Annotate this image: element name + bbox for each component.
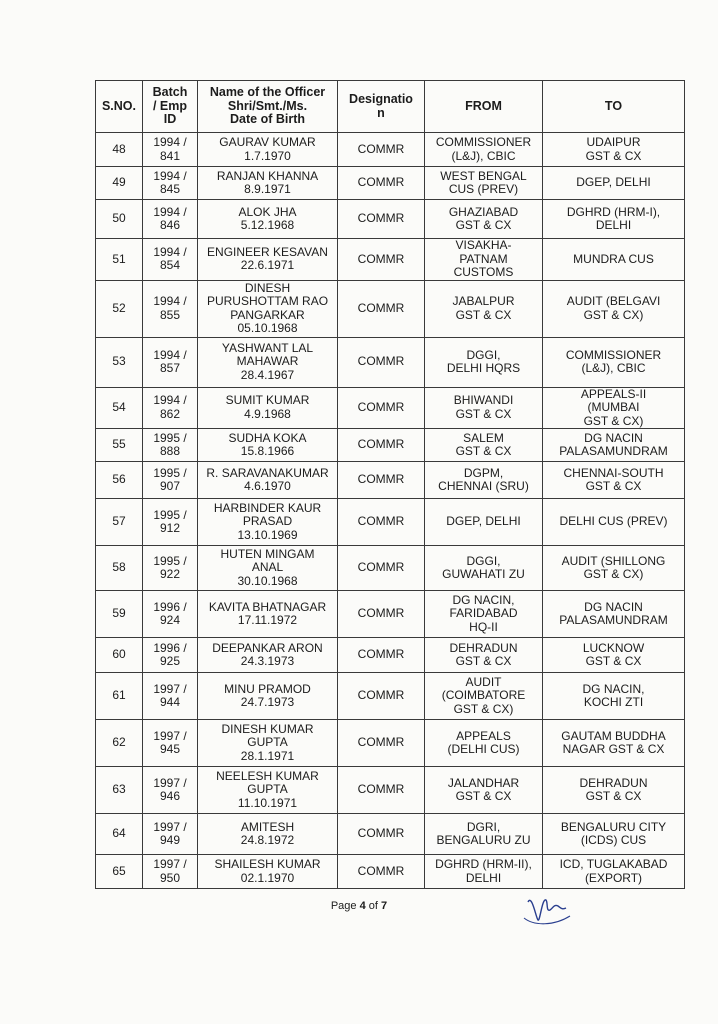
cell-line: BENGALURU ZU <box>436 833 531 847</box>
row-sno: 63 <box>96 767 143 814</box>
row-sno: 53 <box>96 337 143 387</box>
cell-line: 950 <box>159 870 181 885</box>
row-batch <box>143 337 198 387</box>
row-from <box>425 200 543 239</box>
row-from <box>425 720 543 767</box>
row-officer <box>198 200 338 239</box>
cell-line: PALASAMUNDRAM <box>559 444 668 458</box>
cell-line: 28.1.1971 <box>240 748 295 763</box>
row-batch <box>143 280 198 337</box>
cell-line: HUTEN MINGAM <box>220 546 315 561</box>
row-from <box>425 429 543 462</box>
row-to <box>543 462 685 499</box>
cell-line: DGHRD (HRM-II), <box>435 857 532 871</box>
cell-line: SALEM <box>463 430 504 445</box>
cell-line: DG NACIN <box>584 430 643 445</box>
row-sno: 50 <box>96 200 143 239</box>
row-sno: 58 <box>96 546 143 591</box>
cell-line: GST & CX <box>455 654 512 668</box>
cell-line: 846 <box>159 218 181 232</box>
cell-line: 05.10.1968 <box>237 321 298 335</box>
cell-line: 1997 / <box>153 728 187 743</box>
row-designation: COMMR <box>338 499 425 546</box>
cell-line: DELHI CUS (PREV) <box>559 514 668 529</box>
row-batch <box>143 673 198 720</box>
cell-line: DINESH KUMAR <box>221 721 314 736</box>
table-row <box>96 767 685 814</box>
row-from <box>425 167 543 200</box>
row-designation: COMMR <box>338 429 425 462</box>
cell-line: GST & CX <box>585 789 642 803</box>
row-to <box>543 814 685 855</box>
row-from <box>425 239 543 281</box>
cell-line: GST & CX <box>585 654 642 668</box>
header-name <box>198 81 338 133</box>
cell-line: 845 <box>159 182 181 196</box>
cell-line: GST & CX) <box>583 567 644 581</box>
cell-line: 1996 / <box>153 640 187 655</box>
row-officer <box>198 337 338 387</box>
cell-line: Date of Birth <box>230 112 305 127</box>
row-to <box>543 767 685 814</box>
row-sno: 48 <box>96 133 143 167</box>
cell-line: DGGI, <box>466 553 501 568</box>
row-batch <box>143 814 198 855</box>
table-row <box>96 720 685 767</box>
table-row <box>96 638 685 673</box>
cell-line: 1.7.1970 <box>244 148 291 163</box>
row-from <box>425 591 543 638</box>
cell-line: GST & CX <box>455 444 512 458</box>
cell-line: 841 <box>159 148 181 163</box>
cell-line: GST & CX <box>455 406 512 421</box>
row-batch <box>143 167 198 200</box>
cell-line: 22.6.1971 <box>240 258 295 273</box>
row-batch <box>143 133 198 167</box>
row-officer <box>198 429 338 462</box>
row-from <box>425 133 543 167</box>
cell-line: APPEALS <box>456 728 511 743</box>
cell-line: JALANDHAR <box>447 775 520 790</box>
cell-line: 925 <box>159 654 181 668</box>
cell-line: DGEP, DELHI <box>576 175 651 190</box>
transfer-table <box>95 80 685 889</box>
cell-line: ICD, TUGLAKABAD <box>559 857 668 871</box>
cell-line: 854 <box>159 258 181 273</box>
row-sno: 52 <box>96 280 143 337</box>
cell-line: 02.1.1970 <box>240 870 295 885</box>
row-batch <box>143 546 198 591</box>
row-designation: COMMR <box>338 387 425 429</box>
table-row <box>96 239 685 281</box>
row-from <box>425 387 543 429</box>
row-officer <box>198 591 338 638</box>
cell-line: AUDIT (SHILLONG <box>561 553 666 568</box>
row-to <box>543 638 685 673</box>
cell-line: 888 <box>159 444 181 458</box>
row-batch <box>143 638 198 673</box>
row-to <box>543 673 685 720</box>
cell-line: 1995 / <box>153 507 187 522</box>
row-sno: 59 <box>96 591 143 638</box>
cell-line: DGHRD (HRM-I), <box>566 204 661 219</box>
cell-line: VISAKHA- <box>455 238 512 252</box>
cell-line: MAHAWAR <box>236 354 299 369</box>
cell-line: (L&J), CBIC <box>451 148 516 163</box>
row-officer <box>198 462 338 499</box>
signature-mark <box>520 888 580 928</box>
cell-line: FARIDABAD <box>449 606 518 621</box>
cell-line: 946 <box>159 789 181 803</box>
row-designation: COMMR <box>338 591 425 638</box>
cell-line: (L&J), CBIC <box>581 361 646 375</box>
row-designation: COMMR <box>338 673 425 720</box>
row-batch <box>143 720 198 767</box>
cell-line: DG NACIN <box>584 599 643 614</box>
cell-line: JABALPUR <box>452 294 515 308</box>
cell-line: SHAILESH KUMAR <box>214 857 321 871</box>
cell-line: CUS (PREV) <box>448 182 519 196</box>
table-row <box>96 337 685 387</box>
cell-line: 1994 / <box>153 244 187 259</box>
row-designation: COMMR <box>338 855 425 889</box>
cell-line: 8.9.1971 <box>244 182 291 196</box>
cell-line: COMMISSIONER <box>565 347 662 362</box>
cell-line: 1997 / <box>153 819 187 834</box>
cell-line: 1997 / <box>153 775 187 790</box>
cell-line: DGGI, <box>466 347 501 362</box>
row-sno: 56 <box>96 462 143 499</box>
row-to <box>543 167 685 200</box>
row-designation: COMMR <box>338 720 425 767</box>
cell-line: 24.8.1972 <box>240 833 295 847</box>
row-to <box>543 337 685 387</box>
row-from <box>425 280 543 337</box>
cell-line: ALOK JHA <box>238 204 297 219</box>
cell-line: BENGALURU CITY <box>560 819 667 834</box>
row-batch <box>143 429 198 462</box>
header-from: FROM <box>425 81 543 133</box>
cell-line: 945 <box>159 742 181 756</box>
cell-line: 855 <box>159 307 181 322</box>
cell-line: PURUSHOTTAM RAO <box>206 294 329 308</box>
cell-line: WEST BENGAL <box>440 168 527 183</box>
cell-line: YASHWANT LAL <box>221 340 314 355</box>
row-officer <box>198 280 338 337</box>
cell-line: HQ-II <box>469 619 498 634</box>
cell-line: 5.12.1968 <box>240 218 295 232</box>
cell-line: R. SARAVANAKUMAR <box>206 465 329 480</box>
table-row <box>96 546 685 591</box>
cell-line: GST & CX) <box>583 413 644 428</box>
row-officer <box>198 546 338 591</box>
row-batch <box>143 239 198 281</box>
table-row <box>96 855 685 889</box>
cell-line: MUNDRA CUS <box>573 251 654 266</box>
cell-line: GUPTA <box>247 782 288 797</box>
table-row <box>96 673 685 720</box>
row-batch <box>143 855 198 889</box>
cell-line: PRASAD <box>242 514 293 529</box>
cell-line: 857 <box>159 361 181 375</box>
header-batch <box>143 81 198 133</box>
row-to <box>543 499 685 546</box>
cell-line: KAVITA BHATNAGAR <box>208 599 327 614</box>
row-officer <box>198 814 338 855</box>
row-batch <box>143 499 198 546</box>
cell-line: GST & CX) <box>453 701 514 716</box>
row-designation: COMMR <box>338 767 425 814</box>
row-sno: 54 <box>96 387 143 429</box>
row-to <box>543 591 685 638</box>
row-batch <box>143 591 198 638</box>
cell-line: GST & CX <box>455 789 512 803</box>
cell-line: DGRI, <box>466 819 501 834</box>
cell-line: (COIMBATORE <box>441 688 526 703</box>
row-officer <box>198 239 338 281</box>
cell-line: 1995 / <box>153 430 187 445</box>
cell-line: COMMISSIONER <box>435 135 532 149</box>
cell-line: 11.10.1971 <box>237 795 298 810</box>
cell-line: 1994 / <box>153 204 187 219</box>
row-designation: COMMR <box>338 200 425 239</box>
cell-line: 1994 / <box>153 135 187 149</box>
cell-line: APPEALS-II <box>580 387 647 401</box>
cell-line: GHAZIABAD <box>448 204 519 219</box>
table-row <box>96 280 685 337</box>
cell-line: RANJAN KHANNA <box>216 168 319 183</box>
cell-line: 1995 / <box>153 553 187 568</box>
table-row <box>96 499 685 546</box>
cell-line: ANAL <box>251 560 284 575</box>
cell-line: DGPM, <box>463 465 504 480</box>
header-row <box>96 81 685 133</box>
cell-line: GST & CX <box>455 307 512 322</box>
cell-line: DG NACIN, <box>582 681 645 696</box>
table-row <box>96 387 685 429</box>
cell-line: 4.9.1968 <box>244 406 291 421</box>
cell-line: 907 <box>159 479 181 493</box>
cell-line: DELHI HQRS <box>446 361 521 375</box>
cell-line: ID <box>163 112 177 127</box>
cell-line: PALASAMUNDRAM <box>559 613 668 627</box>
cell-line: Name of the Officer <box>209 85 326 100</box>
row-officer <box>198 720 338 767</box>
row-sno: 64 <box>96 814 143 855</box>
cell-line: 1994 / <box>153 168 187 183</box>
cell-line: MINU PRAMOD <box>224 681 311 696</box>
cell-line: BHIWANDI <box>453 393 514 408</box>
row-batch <box>143 200 198 239</box>
cell-line: AMITESH <box>240 819 295 834</box>
header-sno: S.NO. <box>96 81 143 133</box>
row-officer <box>198 499 338 546</box>
table-row <box>96 429 685 462</box>
table-row <box>96 814 685 855</box>
cell-line: DGEP, DELHI <box>446 514 521 529</box>
row-sno: 65 <box>96 855 143 889</box>
page-of: of <box>365 900 382 912</box>
cell-line: 944 <box>159 695 181 709</box>
cell-line: 30.10.1968 <box>237 573 298 588</box>
page-label: Page <box>330 900 360 912</box>
row-from <box>425 673 543 720</box>
row-officer <box>198 387 338 429</box>
cell-line: GAUTAM BUDDHA <box>561 728 666 743</box>
cell-line: GAURAV KUMAR <box>219 135 316 149</box>
cell-line: DINESH <box>244 280 291 295</box>
row-sno: 57 <box>96 499 143 546</box>
cell-line: Designatio <box>349 92 413 106</box>
row-designation: COMMR <box>338 462 425 499</box>
row-from <box>425 855 543 889</box>
cell-line: 24.7.1973 <box>240 695 295 709</box>
cell-line: GUWAHATI ZU <box>442 567 525 581</box>
row-to <box>543 429 685 462</box>
table-row <box>96 591 685 638</box>
cell-line: 1996 / <box>153 599 187 614</box>
row-officer <box>198 167 338 200</box>
cell-line: NEELESH KUMAR <box>216 768 319 783</box>
row-from <box>425 337 543 387</box>
cell-line: NAGAR GST & CX <box>562 742 665 756</box>
row-from <box>425 546 543 591</box>
row-designation: COMMR <box>338 167 425 200</box>
row-from <box>425 767 543 814</box>
cell-line: 1995 / <box>153 465 187 480</box>
cell-line: 1994 / <box>153 347 187 362</box>
table-row <box>96 133 685 167</box>
row-batch <box>143 462 198 499</box>
cell-line: 1997 / <box>153 857 187 871</box>
cell-line: 924 <box>159 613 181 627</box>
cell-line: GST & CX) <box>583 307 644 322</box>
cell-line: HARBINDER KAUR <box>213 500 322 515</box>
cell-line: 862 <box>159 406 181 421</box>
row-designation: COMMR <box>338 638 425 673</box>
cell-line: (EXPORT) <box>584 870 643 885</box>
cell-line: AUDIT <box>465 674 502 689</box>
cell-line: 24.3.1973 <box>240 654 295 668</box>
cell-line: 17.11.1972 <box>237 613 298 627</box>
cell-line: GUPTA <box>247 735 288 750</box>
cell-line: SUMIT KUMAR <box>225 393 310 408</box>
row-sno: 51 <box>96 239 143 281</box>
cell-line: ENGINEER KESAVAN <box>207 244 328 259</box>
row-sno: 55 <box>96 429 143 462</box>
row-batch <box>143 387 198 429</box>
row-from <box>425 499 543 546</box>
cell-line: n <box>377 105 385 120</box>
row-to <box>543 200 685 239</box>
row-to <box>543 546 685 591</box>
cell-line: / Emp <box>152 98 188 113</box>
row-to <box>543 239 685 281</box>
cell-line: DEEPANKAR ARON <box>212 640 323 655</box>
row-designation: COMMR <box>338 239 425 281</box>
cell-line: GST & CX <box>455 218 512 232</box>
row-sno: 61 <box>96 673 143 720</box>
row-from <box>425 814 543 855</box>
row-sno: 62 <box>96 720 143 767</box>
cell-line: 949 <box>159 833 181 847</box>
cell-line: KOCHI ZTI <box>583 695 644 709</box>
row-officer <box>198 855 338 889</box>
cell-line: LUCKNOW <box>582 640 645 655</box>
row-designation: COMMR <box>338 814 425 855</box>
table-row <box>96 200 685 239</box>
cell-line: (DELHI CUS) <box>447 742 520 756</box>
cell-line: CUSTOMS <box>453 265 514 279</box>
cell-line: 1997 / <box>153 681 187 696</box>
row-designation: COMMR <box>338 133 425 167</box>
cell-line: 912 <box>159 521 181 535</box>
table-row <box>96 167 685 200</box>
cell-line: DELHI <box>465 870 502 885</box>
row-to <box>543 387 685 429</box>
row-sno: 60 <box>96 638 143 673</box>
row-to <box>543 855 685 889</box>
cell-line: UDAIPUR <box>586 135 641 149</box>
cell-line: Shri/Smt./Ms. <box>227 98 308 113</box>
header-to: TO <box>543 81 685 133</box>
row-from <box>425 638 543 673</box>
cell-line: 922 <box>159 567 181 581</box>
cell-line: DEHRADUN <box>579 775 648 790</box>
row-batch <box>143 767 198 814</box>
row-officer <box>198 133 338 167</box>
cell-line: AUDIT (BELGAVI <box>566 294 661 308</box>
row-from <box>425 462 543 499</box>
row-to <box>543 133 685 167</box>
row-designation: COMMR <box>338 337 425 387</box>
cell-line: 28.4.1967 <box>240 367 295 382</box>
cell-line: GST & CX <box>585 148 642 163</box>
table-row <box>96 462 685 499</box>
row-to <box>543 720 685 767</box>
cell-line: (ICDS) CUS <box>580 833 647 847</box>
cell-line: 15.8.1966 <box>240 444 295 458</box>
cell-line: CHENNAI-SOUTH <box>563 465 664 480</box>
page-footer <box>0 900 718 912</box>
cell-line: CHENNAI (SRU) <box>438 479 529 493</box>
row-officer <box>198 673 338 720</box>
cell-line: 4.6.1970 <box>244 479 291 493</box>
cell-line: 13.10.1969 <box>237 527 298 542</box>
row-to <box>543 280 685 337</box>
cell-line: PANGARKAR <box>230 307 305 322</box>
row-officer <box>198 767 338 814</box>
header-designation <box>338 81 425 133</box>
cell-line: Batch <box>152 85 188 100</box>
cell-line: DEHRADUN <box>449 640 518 655</box>
cell-line: 1994 / <box>153 393 187 408</box>
cell-line: DELHI <box>595 218 632 232</box>
cell-line: GST & CX <box>585 479 642 493</box>
cell-line: SUDHA KOKA <box>228 430 307 445</box>
row-sno: 49 <box>96 167 143 200</box>
page-number: 4 <box>359 900 366 912</box>
cell-line: 1994 / <box>153 294 187 308</box>
row-officer <box>198 638 338 673</box>
row-designation: COMMR <box>338 280 425 337</box>
page-total: 7 <box>381 900 388 912</box>
cell-line: DG NACIN, <box>452 592 515 607</box>
row-designation: COMMR <box>338 546 425 591</box>
cell-line: PATNAM <box>459 251 508 266</box>
cell-line: (MUMBAI <box>587 400 640 414</box>
